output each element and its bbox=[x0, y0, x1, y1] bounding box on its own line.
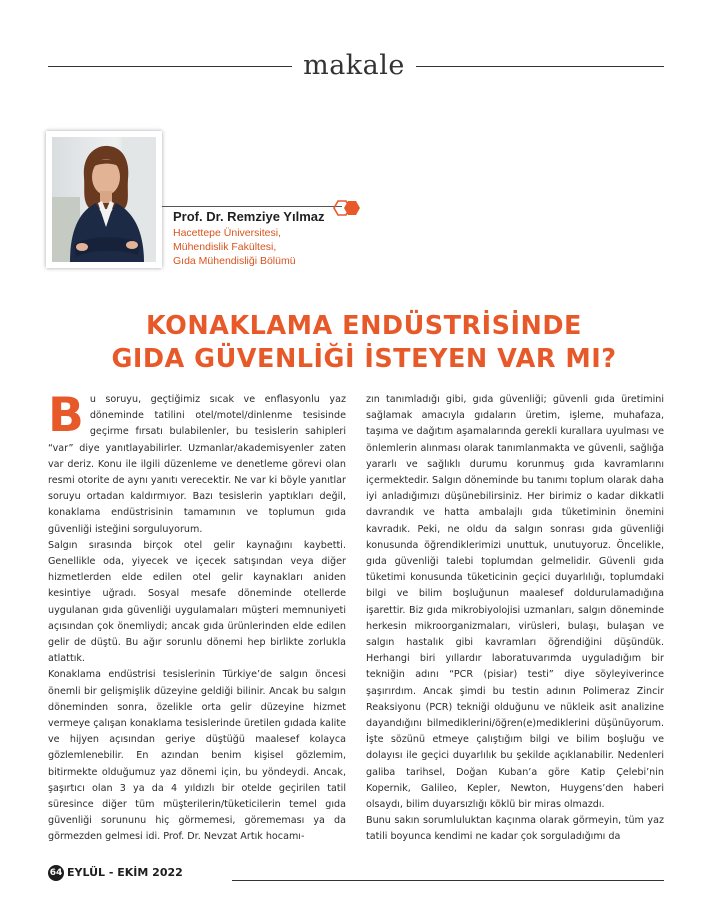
section-header bbox=[48, 50, 664, 82]
paragraph: zın tanımladığı gibi, gıda güvenliği; güvenli gıda üretimini sağlamak amacıyla gıdaların üretim, işleme, muhafaza, taşıma ve dağıtım aşamalarında gerekli kurallara uyulması ve önlemlerin alınması olarak tanımlanmakta ve güvenli, sağlığa yararlı ve sağlıklı durumu korunmuş gıda kavramlarını içermektedir. Salgın döneminde bu tanımı toplum olarak daha iyi anladığımızı düşünebilirsiniz. Her birimiz o kadar dikkatli davrandık ve hatta ambalajlı gıda tüketiminin önemini kavradık. Peki, ne oldu da salgın sonrası gıda güvenliği konusunda öğrendiklerimizi unuttuk, unutuyoruz. Öncelikle, gıda güvenliği talebi toplumdan gelmelidir. Güvenli gıda tüketimi konusunda tüketicinin geçici duyarlılığı, toplumdaki bilgi ve bilim boşluğunun maalesef doldurulamadığına işarettir. Biz gıda mikrobiyolojisi uzmanları, salgın döneminde herkesin mikroorganizmaları, virüsleri, bulaşı, bulaşan ve salgın hastalık gibi kavramları öğrendiğini düşündük. Herhangi biri yıllardır laboratuvarımda uyguladığım bir tekniğin adını “PCR (pisiar) testi” diye söyleyiverince şaşırırdım. Ancak şimdi bu testin adının Polimeraz Zincir Reaksiyonu (PCR) tekniği olduğunu ve nükleik asit analizine dayandığını bilmediklerini/öğren(e)mediklerini düşünüyorum. İşte sözünü etmeye çalıştığım bilgi ve bilim boşluğu ve dolayısı ile geçici duyarlılık bu şekilde açıklanabilir. Nedenleri galiba tarihsel, Doğan Kuban’a göre Katip Çelebi’nin Kopernik, Galileo, Kepler, Newton, Huygens’den haberi olsaydı, bilim duyarsızlığı köklü bir miras olmazdı. bbox=[366, 394, 664, 811]
paragraph: Salgın sırasında birçok otel gelir kaynağını kaybetti. Genellikle oda, yiyecek ve içecek satışından veya diğer hizmetlerden elde edilen otel gelir kaynakları aniden kesintiye uğradı. Sosyal mesafe döneminde otellerde uygulanan gıda güvenliği uygulamaları müşteri memnuniyeti açısından çok önemliydi; ancak gıda ürünlerinden elde edilen gelir de düştü. Bu ağır sorunlu dönemi hep birlikte zorlukla atlattık. bbox=[48, 539, 346, 665]
right-column bbox=[366, 392, 664, 846]
author-department: Gıda Mühendisliği Bölümü bbox=[173, 255, 296, 267]
left-column bbox=[48, 388, 346, 846]
title-line-1: KONAKLAMA ENDÜSTRİSİNDE bbox=[146, 311, 582, 341]
author-rule bbox=[162, 206, 342, 207]
issue-date: EYLÜL - EKİM 2022 bbox=[67, 866, 183, 879]
author-university: Hacettepe Üniversitesi, bbox=[173, 227, 281, 239]
paragraph bbox=[48, 388, 346, 538]
paragraph-text: u soruyu, geçtiğimiz sıcak ve enflasyonlu yaz döneminde tatilini otel/motel/dinlenme tesisinde geçirme fırsatı bulabilenler, bu tesislerin sahipleri “var” diye yanıtlayabilirler. Uzmanlar/akademisyenler zaten var deriz. Konu ile ilgili düzenleme ve denetleme görevi olan resmi otorite de aynı yanıtı verecektir. Ne var ki böyle yanıtlar soruyu ortadan kaldırmıyor. Bazı tesislerin yaptıkları değil, konaklama endüstrisinin tamamının ve toplumun gıda güvenliği isteğini sorguluyorum. bbox=[48, 394, 346, 535]
paragraph: Konaklama endüstrisi tesislerinin Türkiye’de salgın öncesi önemli bir gelişmişlik düzeyine geldiği bilinir. Ancak bu salgın döneminden sonra, özelikle orta gelir düzeyine hizmet vermeye çalışan konaklama tesislerinde üretilen gıdada kalite ve hijyen açısından geriye düştüğü maalesef kolayca gözlemlenebilir. En azından benim kişisel gözlemim, bitirmekte olduğumuz yaz dönemi için, bu yöndeydi. Ancak, şaşırtıcı olan 3 ya da 4 yıldızlı bir otelde geçirilen tatil süresince diğer tüm müşterilerin/tüketicilerin temel gıda güvenliği sorununu hiç görmemesi, görememası ya da görmezden gelmesi idi. Prof. Dr. Nevzat Artık hocamı- bbox=[48, 669, 346, 843]
paragraph: Bunu sakın sorumluluktan kaçınma olarak görmeyin, tüm yaz tatili boyunca kendimi ne kadar çok sorguladığımı da bbox=[366, 815, 664, 843]
title-line-2: GIDA GÜVENLİĞİ İSTEYEN VAR MI? bbox=[111, 344, 617, 374]
section-label: makale bbox=[303, 50, 405, 81]
author-portrait-image bbox=[52, 137, 156, 262]
article-title bbox=[40, 310, 688, 376]
author-block bbox=[173, 208, 325, 268]
page-number: 64 bbox=[48, 865, 64, 881]
drop-cap: B bbox=[48, 388, 84, 443]
footer-rule bbox=[232, 880, 664, 881]
hexagon-ornament-icon bbox=[330, 198, 362, 218]
author-faculty: Mühendislik Fakültesi, bbox=[173, 241, 277, 253]
header-rule-right bbox=[416, 66, 664, 67]
author-photo bbox=[46, 131, 162, 268]
header-rule-left bbox=[48, 66, 292, 67]
author-name: Prof. Dr. Remziye Yılmaz bbox=[173, 209, 325, 224]
